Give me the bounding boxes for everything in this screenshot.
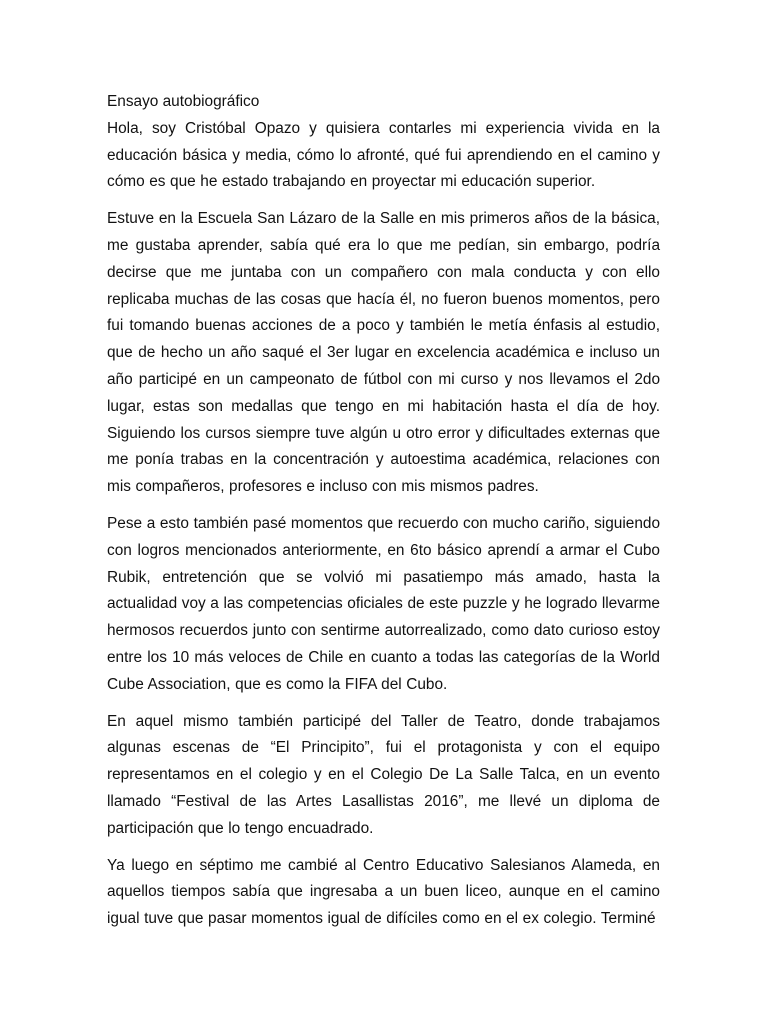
paragraph-cubo-rubik: Pese a esto también pasé momentos que recuerdo con mucho cariño, siguiendo con logros mencionados anteriormente, en 6to básico aprendí a armar el Cubo Rubik, entretención que se volvió mi pasatiempo más amado, hasta la actualidad voy a las competencias oficiales de este puzzle y he logrado llevarme hermosos recuerdos junto con sentirme autorrealizado, como dato curioso estoy entre los 10 más veloces de Chile en cuanto a todas las categorías de la World Cube Association, que es como la FIFA del Cubo. — [107, 514, 660, 693]
paragraph-san-lazaro: Estuve en la Escuela San Lázaro de la Salle en mis primeros años de la básica, me gustaba aprender, sabía qué era lo que me pedían, sin embargo, podría decirse que me juntaba con un compañero con mala conducta y con ello replicaba muchas de las cosas que hacía él, no fueron buenos momentos, pero fui tomando buenas acciones de a poco y también le metía énfasis al estudio, que de hecho un año saqué el 3er lugar en excelencia académica e incluso un año participé en un campeonato de fútbol con mi curso y nos llevamos el 2do lugar, estas son medallas que tengo en mi habitación hasta el día de hoy. Siguiendo los cursos siempre tuve algún u otro error y dificultades externas que me ponía trabas en la concentración y autoestima académica, relaciones con mis compañeros, profesores e incluso con mis mismos padres. — [107, 210, 660, 496]
paragraph-intro: Hola, soy Cristóbal Opazo y quisiera contarles mi experiencia vivida en la educación básica y media, cómo lo afronté, qué fui aprendiendo en el camino y cómo es que he estado trabajando en proyectar mi educación superior. — [107, 119, 660, 191]
paragraph-taller-teatro: En aquel mismo también participé del Taller de Teatro, donde trabajamos algunas escenas de “El Principito”, fui el protagonista y con el equipo representamos en el colegio y en el Colegio De La Salle Talca, en un evento llamado “Festival de las Artes Lasallistas 2016”, me llevé un diploma de participación que lo tengo encuadrado. — [107, 712, 660, 837]
document-title: Ensayo autobiográfico — [107, 93, 260, 110]
paragraph-salesianos: Ya luego en séptimo me cambié al Centro Educativo Salesianos Alameda, en aquellos tiempos sabía que ingresaba a un buen liceo, aunque en el camino igual tuve que pasar momentos igual de difíciles como en el ex colegio. Terminé — [107, 856, 660, 928]
document-body — [107, 89, 660, 943]
